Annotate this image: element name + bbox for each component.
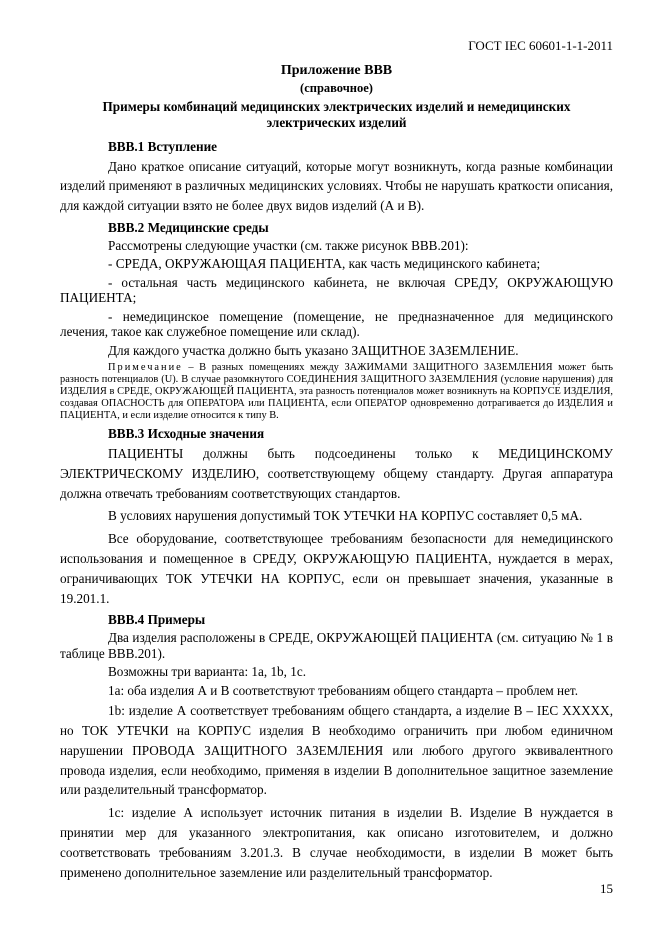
note-label: Примечание <box>108 361 183 373</box>
page-number: 15 <box>600 881 613 896</box>
section-2-heading: ВВВ.2 Медицинские среды <box>108 219 269 235</box>
page-content <box>60 63 613 885</box>
standard-header: ГОСТ IEC 60601-1-1-2011 <box>468 38 613 53</box>
section-2-list-item-1: - СРЕДА, ОКРУЖАЮЩАЯ ПАЦИЕНТА, как часть медицинского кабинета; <box>108 256 541 272</box>
appendix-lead: Примеры комбинаций медицинских электрических изделий и немедицинских электрических изделий <box>102 99 571 131</box>
section-3-paragraph-2: В условиях нарушения допустимый ТОК УТЕЧКИ НА КОРПУС составляет 0,5 мА. <box>108 508 583 524</box>
section-2-list-item-2: - остальная часть медицинского кабинета, не включая СРЕДУ, ОКРУЖАЮЩУЮ ПАЦИЕНТА; <box>60 274 613 306</box>
section-4-paragraph-1: Два изделия расположены в СРЕДЕ, ОКРУЖАЮЩЕЙ ПАЦИЕНТА (см. ситуацию № 1 в таблице ВВВ.201). <box>60 629 613 661</box>
section-4-heading: ВВВ.4 Примеры <box>108 612 206 628</box>
section-4-paragraph-5: 1с: изделие А использует источник питания в изделии В. Изделие В нуждается в принятии мер для указанного электропитания, как описано изготовителем, и должно соответствовать требованиям 3.201.3. В случае необходимости, в изделии В может быть применено дополнительное заземление или разделительный трансформатор. <box>60 805 613 880</box>
section-2-note <box>60 362 613 423</box>
section-3-heading: ВВВ.3 Исходные значения <box>108 426 265 442</box>
section-4-paragraph-3: 1а: оба изделия А и В соответствуют требованиям общего стандарта – проблем нет. <box>108 682 579 698</box>
section-3-paragraph-3: Все оборудование, соответствующее требованиям безопасности для немедицинского использования и помещенное в СРЕДУ, ОКРУЖАЮЩУЮ ПАЦИЕНТА, нуждается в мерах, ограничивающих ТОК УТЕЧКИ НА КОРПУС, если он превышает значения, указанные в 19.201.1. <box>60 531 613 606</box>
section-1-paragraph: Дано краткое описание ситуаций, которые могут возникнуть, когда разные комбинации изделий применяют в различных медицинских условиях. Чтобы не нарушать краткости описания, для каждой ситуации взято не более двух видов изделий (А и В). <box>60 158 613 214</box>
section-2-grounding: Для каждого участка должно быть указано ЗАЩИТНОЕ ЗАЗЕМЛЕНИЕ. <box>108 342 519 358</box>
note-text: – В разных помещениях между ЗАЖИМАМИ ЗАЩИТНОГО ЗАЗЕМЛЕНИЯ может быть разность потенциалов (U). В случае разомкнутого СОЕДИНЕНИЯ ЗАЩИТНОГО ЗАЗЕМЛЕНИЯ (условие нарушения) для ИЗДЕЛИЯ в СРЕДЕ, ОКРУЖАЮЩЕЙ ПАЦИЕНТА, эта разность потенциалов может возникнуть на КОРПУСЕ ИЗДЕЛИЯ, создавая ОПАСНОСТЬ для ОПЕРАТОРА или ПАЦИЕНТА, если ОПЕРАТОР одновременно дотрагивается до ИЗДЕЛИЯ и ПАЦИЕНТА, и если изделие относится к типу В. <box>60 361 613 422</box>
section-3-paragraph-1: ПАЦИЕНТЫ должны быть подсоединены только к МЕДИЦИНСКОМУ ЭЛЕКТРИЧЕСКОМУ ИЗДЕЛИЮ, соответствующему общему стандарту. Другая аппаратура должна отвечать требованиям соответствующих стандартов. <box>60 445 613 501</box>
appendix-title: Приложение ВВВ <box>280 63 393 78</box>
section-4-paragraph-4: 1b: изделие А соответствует требованиям общего стандарта, а изделие В – IEC XXXXX, но ТОК УТЕЧКИ на КОРПУС изделия В необходимо ограничить при любом единичном нарушении ПРОВОДА ЗАЩИТНОГО ЗАЗЕМЛЕНИЯ или любого другого эквивалентного провода изделия, если необходимо, применяя в изделии В дополнительное защитное заземление или разделительный трансформатор. <box>60 703 613 798</box>
section-2-list-item-3: - немедицинское помещение (помещение, не предназначенное для медицинского лечения, такое как служебное помещение или склад). <box>60 308 613 340</box>
section-1-heading: ВВВ.1 Вступление <box>108 138 218 154</box>
appendix-subtitle: (справочное) <box>300 80 373 95</box>
section-2-intro: Рассмотрены следующие участки (см. также рисунок ВВВ.201): <box>108 237 469 253</box>
section-4-paragraph-2: Возможны три варианта: 1а, 1b, 1c. <box>108 664 306 680</box>
